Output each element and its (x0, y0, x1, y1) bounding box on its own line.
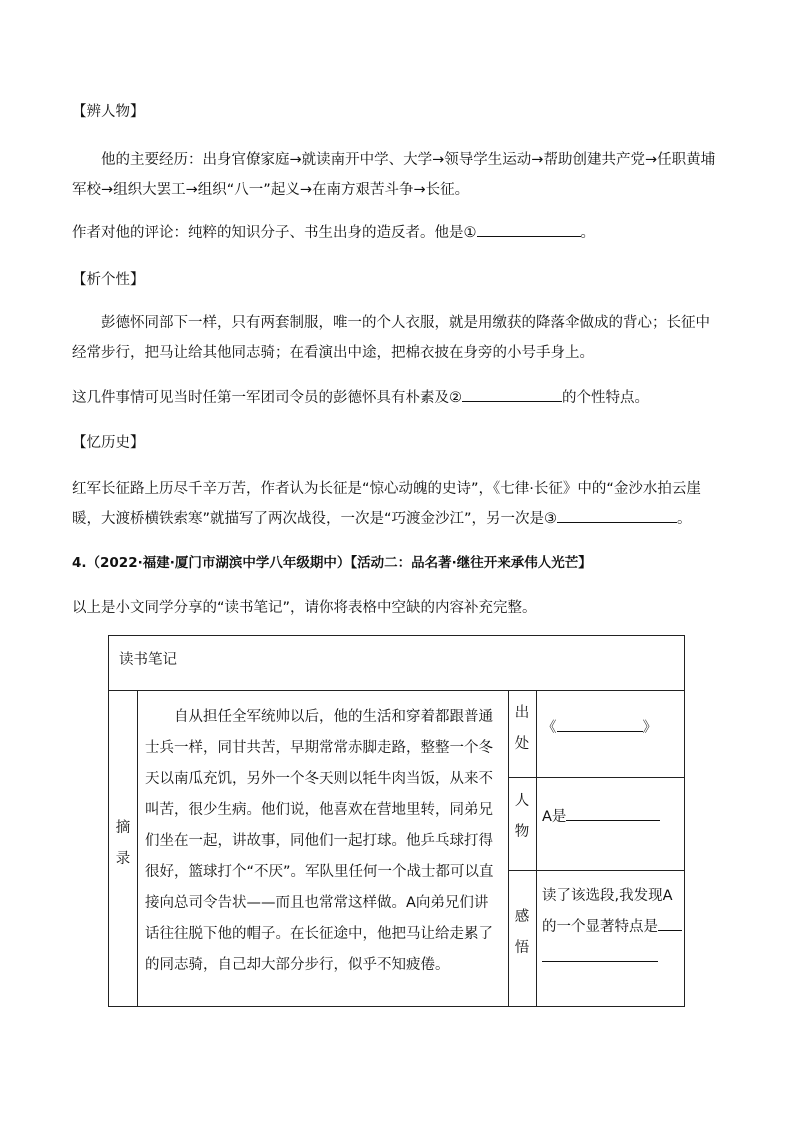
source-close-bracket: 》 (642, 720, 657, 736)
person-label-1: 人 (514, 793, 530, 809)
source-label-1: 出 (514, 705, 530, 721)
source-answer (542, 713, 682, 744)
personality-question-end: 的个性特点。 (562, 390, 649, 406)
table-divider-label (536, 690, 537, 1006)
section-heading-analyze-personality: 【析个性】 (72, 272, 145, 288)
answer-blank-3[interactable] (557, 506, 677, 523)
table-divider-middle (508, 690, 509, 1006)
reading-notes-table (108, 635, 685, 1007)
table-divider-row2 (508, 870, 684, 871)
table-divider-left (137, 690, 138, 1006)
author-comment-text: 作者对他的评论：纯粹的知识分子、书生出身的造反者。他是① (72, 225, 477, 241)
long-march-question-end: 。 (677, 511, 692, 527)
source-open-bracket: 《 (542, 720, 557, 736)
reflection-blank-a[interactable] (658, 914, 682, 931)
section-heading-recall-history: 【忆历史】 (72, 435, 145, 451)
table-divider-header (109, 690, 684, 691)
career-paragraph: 他的主要经历：出身官僚家庭→就读南开中学、大学→领导学生运动→帮助创建共产党→任职黄埔军校→组织大罢工→组织“八一”起义→在南方艰苦斗争→长征。 (72, 152, 716, 198)
answer-blank-2[interactable] (462, 385, 562, 402)
source-blank[interactable] (557, 715, 643, 732)
person-blank[interactable] (566, 804, 660, 821)
long-march-question-text: 红军长征路上历尽千辛万苦，作者认为长征是“惊心动魄的史诗”，《七律·长征》中的“金沙水拍云崖暖，大渡桥横铁索寒”就描写了两次战役，一次是“巧渡金沙江”，另一次是③ (72, 481, 701, 527)
question-4-instruction: 以上是小文同学分享的“读书笔记”，请你将表格中空缺的内容补充完整。 (72, 600, 537, 616)
peng-dehuai-paragraph: 彭德怀同部下一样，只有两套制服，唯一的个人衣服，就是用缴获的降落伞做成的背心；长征中经常步行，把马让给其他同志骑；在看演出中途，把棉衣披在身旁的小号手身上。 (72, 315, 710, 361)
excerpt-label-2: 录 (115, 851, 131, 867)
author-comment-question (72, 218, 724, 248)
reflection-label-1: 感 (514, 909, 530, 925)
long-march-question (72, 474, 724, 534)
table-divider-row1 (508, 777, 684, 778)
answer-blank-1[interactable] (477, 220, 581, 237)
reflection-blank-b[interactable] (542, 945, 658, 962)
personality-question-text: 这几件事情可见当时任第一军团司令员的彭德怀具有朴素及② (72, 390, 462, 406)
question-4-title: 4.（2022·福建·厦门市湖滨中学八年级期中）【活动二：品名著·继往开来承伟人光芒】 (72, 555, 592, 571)
reflection-label-2: 悟 (514, 940, 530, 956)
excerpt-text: 自从担任全军统帅以后，他的生活和穿着都跟普通士兵一样，同甘共苦，早期常常赤脚走路，整整一个冬天以南瓜充饥，另外一个冬天则以牦牛肉当饭，从来不叫苦，很少生病。他们说，他喜欢在营地里转，同弟兄们坐在一起，讲故事，同他们一起打球。他乒乓球打得很好，篮球打个“不厌”。军队里任何一个战士都可以直接向总司令告状——而且也常常这样做。A向弟兄们讲话往往脱下他的帽子。在长征途中，他把马让给走累了的同志骑，自己却大部分步行，似乎不知疲倦。 (145, 709, 494, 973)
personality-question (72, 383, 724, 413)
section-heading-identify-person: 【辨人物】 (72, 104, 145, 120)
person-prefix: A是 (542, 809, 567, 825)
table-header: 读书笔记 (119, 652, 177, 668)
excerpt-label-1: 摘 (115, 820, 131, 836)
reflection-text: 读了该选段,我发现A的一个显著特点是 (542, 888, 673, 935)
source-label-2: 处 (514, 736, 530, 752)
reflection-answer (542, 881, 682, 974)
person-answer (542, 802, 682, 833)
author-comment-end: 。 (580, 225, 595, 241)
person-label-2: 物 (514, 824, 530, 840)
